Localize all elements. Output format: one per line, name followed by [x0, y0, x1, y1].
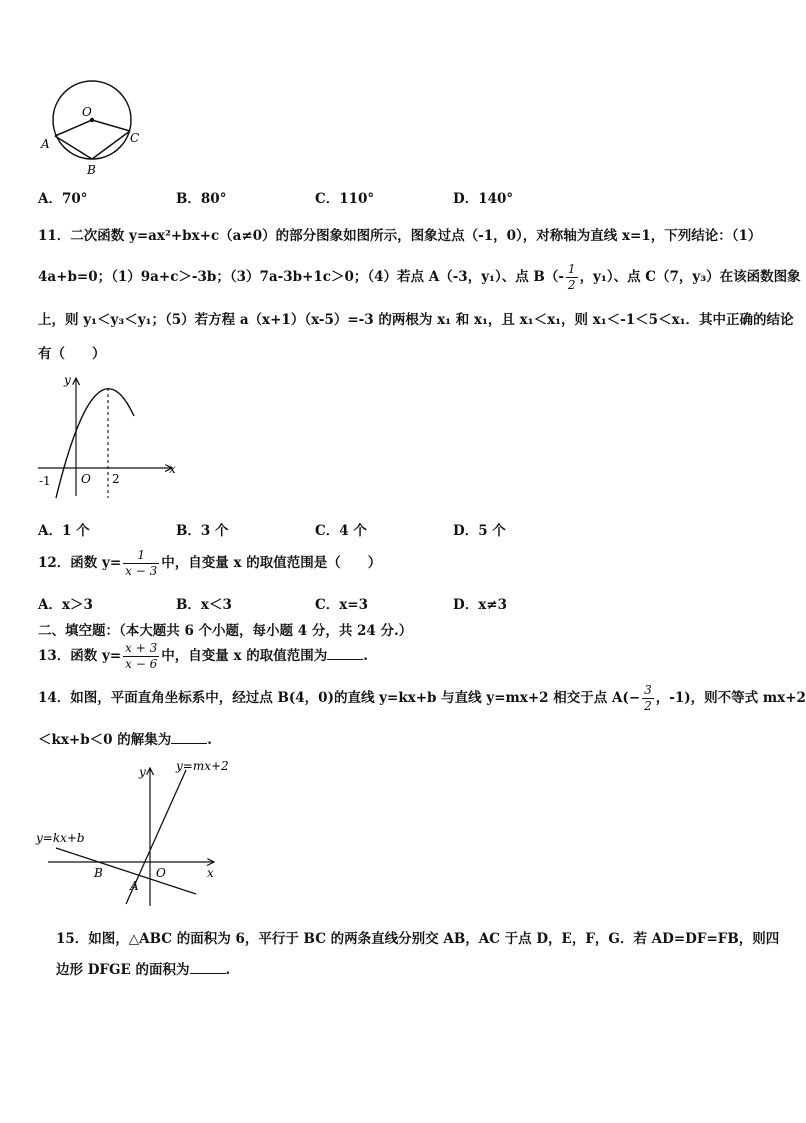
q10-label-c: C [130, 131, 140, 145]
q11-parabola-curve [56, 389, 134, 498]
q11-line-2a: 4a+b=0；（1）9a+c＞-3b；（3）7a-3b+1c＞0；（4）若点 A（-3，y₁）、点 B（- [38, 269, 564, 285]
q10-label-o: O [82, 105, 92, 119]
q14-label-line1: y=mx+2 [176, 759, 229, 773]
q11-label-neg1: -1 [39, 474, 51, 488]
q12-option-d: D．x≠3 [453, 597, 507, 613]
q11-option-b: B．3 个 [176, 523, 229, 539]
q11-fraction-b: $\frac{1}{2}$ [567, 262, 576, 292]
q11-label-y: y [64, 373, 71, 387]
q13-stem [38, 641, 368, 672]
q11-label-x: x [169, 462, 176, 476]
q14-label-line2: y=kx+b [36, 831, 85, 845]
q10-option-c: C．110° [315, 191, 375, 207]
q14-label-x: x [207, 866, 214, 880]
q14-line-1b: ，-1)，则不等式 mx+2 [655, 690, 806, 706]
q14-line-1 [38, 683, 806, 714]
q13-end: . [363, 648, 368, 664]
q14-label-a: A [130, 879, 139, 893]
q11-line-1: 11．二次函数 y=ax²+bx+c（a≠0）的部分图象如图所示，图象过点（-1，0），对称轴为直线 x=1，下列结论：（1） [38, 228, 762, 244]
q15-line-1: 15．如图，△ABC 的面积为 6，平行于 BC 的两条直线分别交 AB，AC 于点 D，E，F，G．若 AD=DF=FB，则四 [56, 931, 780, 947]
q10-label-b: B [87, 163, 96, 177]
q11-option-d: D．5 个 [453, 523, 506, 539]
q10-option-a: A．70° [38, 191, 88, 207]
q11-parabola-figure [34, 370, 184, 502]
q10-segment-oc [92, 120, 130, 131]
q15-line-2 [56, 958, 230, 978]
q12-option-a: A．x＞3 [38, 597, 93, 613]
q12-option-c: C．x=3 [315, 597, 368, 613]
q12-prefix: 12．函数 y= [38, 555, 122, 571]
q14-line-kx-plus-b [56, 848, 196, 894]
q14-label-b: B [94, 866, 103, 880]
q11-label-2: 2 [112, 472, 120, 486]
q10-option-d: D．140° [453, 191, 514, 207]
q14-answer-blank [171, 731, 207, 744]
q12-option-b: B．x＜3 [176, 597, 232, 613]
q15-end: . [225, 962, 231, 978]
q11-option-c: C．4 个 [315, 523, 367, 539]
q11-line-4: 有（ ） [38, 346, 106, 362]
q10-label-a: A [41, 137, 50, 151]
q11-option-a: A．1 个 [38, 523, 90, 539]
q12-stem [38, 548, 381, 579]
q13-answer-blank [327, 647, 363, 660]
q15-line-2-text: 边形 DFGE 的面积为 [56, 962, 190, 978]
section-2-heading: 二、填空题：（本大题共 6 个小题，每小题 4 分，共 24 分.） [38, 623, 413, 639]
q11-line-2 [38, 262, 801, 293]
q14-line-2-text: ＜kx+b＜0 的解集为 [38, 732, 172, 748]
q14-label-o: O [156, 866, 166, 880]
q14-label-y: y [139, 765, 146, 779]
q12-suffix: 中，自变量 x 的取值范围是（ ） [161, 555, 382, 571]
q13-suffix: 中，自变量 x 的取值范围为 [161, 648, 328, 664]
q10-segment-oa [55, 120, 92, 136]
q10-segment-ab [55, 136, 92, 159]
q11-line-2b: ，y₁）、点 C（7，y₃）在该函数图象 [579, 269, 801, 285]
q15-answer-blank [190, 961, 226, 974]
q14-end: . [207, 732, 212, 748]
q13-fraction: $\frac{x + 3}{x - 6}$ [125, 641, 158, 671]
q14-line-2 [38, 728, 212, 748]
q10-option-b: B．80° [176, 191, 227, 207]
q14-fraction: $\frac{3}{2}$ [644, 683, 652, 713]
q12-fraction: $\frac{1}{x - 3}$ [125, 548, 158, 578]
q13-prefix: 13．函数 y= [38, 648, 122, 664]
q11-label-o: O [81, 472, 91, 486]
q10-circle-figure [36, 78, 146, 177]
q14-line-1a: 14．如图，平面直角坐标系中，经过点 B(4，0)的直线 y=kx+b 与直线 y=mx+2 相交于点 A(− [38, 690, 641, 706]
q14-lines-figure [34, 756, 229, 906]
q11-line-3: 上，则 y₁＜y₃＜y₁；（5）若方程 a（x+1）（x-5）=-3 的两根为 x₁ 和 x₁，且 x₁＜x₁，则 x₁＜-1＜5＜x₁．其中正确的结论 [38, 312, 794, 328]
